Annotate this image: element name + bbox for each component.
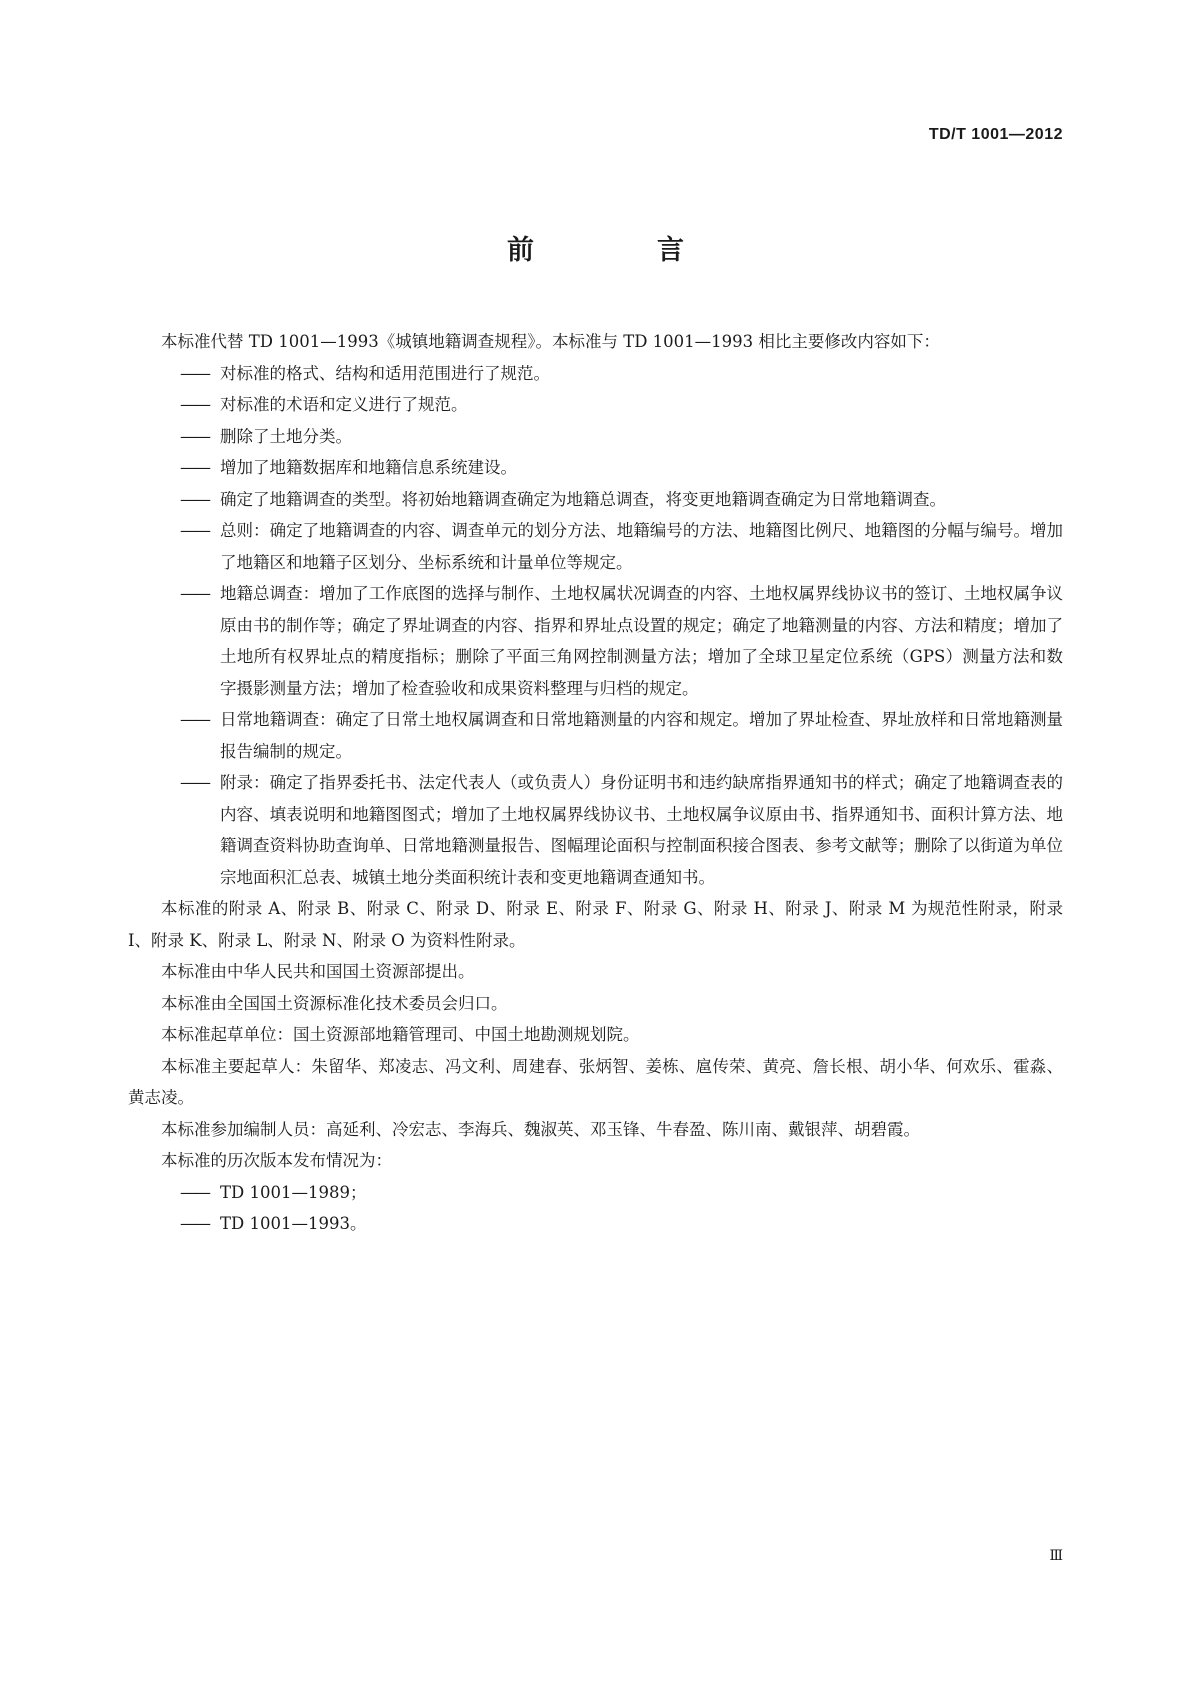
centralized-note: 本标准由全国国土资源标准化技术委员会归口。 [161,993,508,1013]
change-item: —— 删除了土地分类。 [128,421,1063,453]
foreword-body [128,326,1063,1240]
change-item: —— 对标准的格式、结构和适用范围进行了规范。 [128,358,1063,390]
participants-note: 本标准参加编制人员：高延利、冷宏志、李海兵、魏淑英、邓玉锋、牛春盈、陈川南、戴银萍、胡碧霞。 [161,1119,920,1139]
change-item: —— 附录：确定了指界委托书、法定代表人（或负责人）身份证明书和违约缺席指界通知书的样式；确定了地籍调查表的内容、填表说明和地籍图图式；增加了土地权属界线协议书、土地权属争议原由书、指界通知书、面积计算方法、地籍调查资料协助查询单、日常地籍测量报告、图幅理论面积与控制面积接合图表、参考文献等；删除了以街道为单位宗地面积汇总表、城镇土地分类面积统计表和变更地籍调查通知书。 [128,767,1063,893]
appendix-note: 本标准的附录 A、附录 B、附录 C、附录 D、附录 E、附录 F、附录 G、附录 H、附录 J、附录 M 为规范性附录，附录 I、附录 K、附录 L、附录 N、附录 O 为资料性附录。 [128,899,1063,950]
change-item: —— 对标准的术语和定义进行了规范。 [128,389,1063,421]
history-item: —— TD 1001—1989； [128,1177,1063,1209]
change-item: —— 确定了地籍调查的类型。将初始地籍调查确定为地籍总调查，将变更地籍调查确定为日常地籍调查。 [128,484,1063,516]
history-intro: 本标准的历次版本发布情况为： [161,1151,392,1170]
standard-code: TD/T 1001—2012 [928,126,1063,143]
change-item: —— 日常地籍调查：确定了日常土地权属调查和日常地籍测量的内容和规定。增加了界址检查、界址放样和日常地籍测量报告编制的规定。 [128,704,1063,767]
change-item: —— 地籍总调查：增加了工作底图的选择与制作、土地权属状况调查的内容、土地权属界线协议书的签订、土地权属争议原由书的制作等；确定了界址调查的内容、指界和界址点设置的规定；确定了地籍测量的内容、方法和精度；增加了土地所有权界址点的精度指标；删除了平面三角网控制测量方法；增加了全球卫星定位系统（GPS）测量方法和数字摄影测量方法；增加了检查验收和成果资料整理与归档的规定。 [128,578,1063,704]
history-list [128,1177,1063,1240]
drafting-units-note: 本标准起草单位：国土资源部地籍管理司、中国土地勘测规划院。 [161,1025,640,1044]
page-number: Ⅲ [1049,1548,1063,1564]
change-item: —— 增加了地籍数据库和地籍信息系统建设。 [128,452,1063,484]
intro-paragraph: 本标准代替 TD 1001—1993《城镇地籍调查规程》。本标准与 TD 1001—1993 相比主要修改内容如下： [161,332,940,351]
change-item: —— 总则：确定了地籍调查的内容、调查单元的划分方法、地籍编号的方法、地籍图比例尺、地籍图的分幅与编号。增加了地籍区和地籍子区划分、坐标系统和计量单位等规定。 [128,515,1063,578]
main-drafters-note: 本标准主要起草人：朱留华、郑凌志、冯文利、周建春、张炳智、姜栋、扈传荣、黄亮、詹长根、胡小华、何欢乐、霍淼、黄志凌。 [128,1056,1063,1107]
changes-list [128,358,1063,894]
page-title: 前 言 [507,235,732,266]
proposer-note: 本标准由中华人民共和国国土资源部提出。 [161,962,475,981]
history-item: —— TD 1001—1993。 [128,1208,1063,1240]
